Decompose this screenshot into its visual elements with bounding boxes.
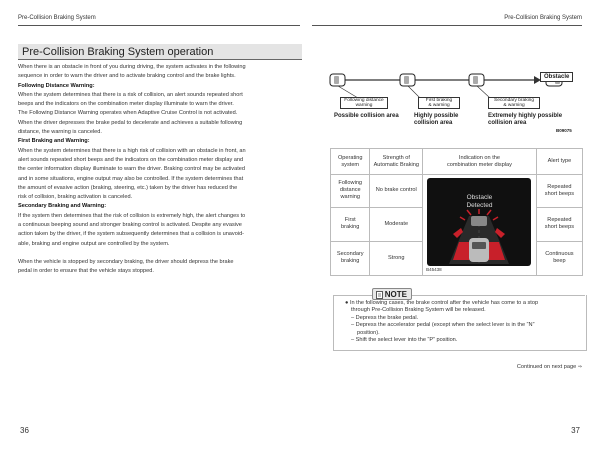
left-body-text <box>18 63 290 277</box>
bullet-icon: ● <box>345 300 350 306</box>
list-item: – Depress the accelerator pedal (except when the select lever is in the “N” <box>351 322 535 329</box>
table-cell: Repeated short beeps <box>536 207 582 241</box>
area-extremely-highly-possible: Extremely highly possible collision area <box>488 113 563 126</box>
obstacle-detected-text: Obstacle Detected <box>466 194 493 209</box>
own-vehicle-icon <box>469 238 489 262</box>
obstacle-vehicle-icon <box>471 216 487 226</box>
table-header-cell: Indication on the combination meter display <box>423 149 537 175</box>
display-code: B45438 <box>426 267 442 272</box>
table-cell: Strong <box>370 241 423 275</box>
meter-display-cell <box>423 175 537 276</box>
meter-display-graphic <box>427 178 531 266</box>
car-icon <box>469 74 484 86</box>
table-cell: Secondary braking <box>331 241 370 275</box>
table-row <box>331 175 583 208</box>
list-item: – Depress the brake pedal. <box>351 315 419 321</box>
stage-label-following: Following distance warning <box>340 97 388 109</box>
table-header-cell: Strength of Automatic Braking <box>370 149 423 175</box>
left-running-header: Pre-Collision Braking System <box>18 15 96 21</box>
braking-table <box>330 148 583 276</box>
intro-paragraph: When there is an obstacle in front of you during driving, the system activates in the following sequence in order to warn the driver and to activate braking control and the brake lights. <box>18 64 246 80</box>
section-title: Pre-Collision Braking System operation <box>18 44 302 60</box>
table-cell: Repeated short beeps <box>536 175 582 208</box>
table-header-row <box>331 149 583 175</box>
area-possible: Possible collision area <box>334 113 399 119</box>
table-cell: No brake control <box>370 175 423 208</box>
meter-display-screen <box>427 178 531 266</box>
section-heading: Secondary Braking and Warning: <box>18 203 107 210</box>
note-header: NOTE <box>372 288 412 300</box>
note-icon <box>376 291 383 298</box>
section-heading: Following Distance Warning: <box>18 82 95 89</box>
table-cell: Following distance warning <box>331 175 370 208</box>
left-header-rule <box>18 25 300 26</box>
page-number-right: 37 <box>571 426 580 435</box>
car-icon <box>400 74 415 86</box>
note-list <box>351 315 534 345</box>
table-header-cell: Operating system <box>331 149 370 175</box>
continued-note: Continued on next page ⇒ <box>516 364 582 370</box>
arrow-right-icon: ⇒ <box>577 364 582 370</box>
obstacle-label: Obstacle <box>540 72 573 82</box>
stage-label-first: First braking & warning <box>418 97 460 109</box>
list-item: – Shift the select lever into the “P” position. <box>351 337 458 344</box>
area-highly-possible: Highly possible collision area <box>414 113 459 126</box>
page-number-left: 36 <box>20 426 29 435</box>
table-header-cell: Alert type <box>536 149 582 175</box>
table-cell: Moderate <box>370 207 423 241</box>
table-cell: First braking <box>331 207 370 241</box>
stage-label-secondary: Secondary braking & warning <box>488 97 540 109</box>
right-header-rule <box>312 25 582 26</box>
closing-paragraph: When the vehicle is stopped by secondary braking, the driver should depress the brake pedal in order to ensure that the vehicle stays stopped. <box>18 258 234 275</box>
section-heading: First Braking and Warning: <box>18 138 90 145</box>
car-icon <box>330 74 345 86</box>
list-item: position). <box>357 329 380 336</box>
right-running-header: Pre-Collision Braking System <box>504 15 582 21</box>
diagram-code: B09075 <box>556 128 572 133</box>
note-bullet: ● In the following cases, the brake control after the vehicle has come to a stop through Pre-Collision Braking System will be released. <box>345 300 539 314</box>
section-first-braking: First Braking and Warning: When the system determines that there is a high risk of collision with an obstacle in front, an alert sounds repeated short beeps and the indicators on the combination meter display and the center information display illuminate to warn the driver. Braking control may be activated and in some situations, engine output may also be controlled. If the system determines that the amount of evasive action (braking, steering, etc.) taken by the driver has reduced the risk of collision, braking activation is canceled. <box>18 137 290 202</box>
section-following: Following Distance Warning: When the system determines that there is a risk of collision, an alert sounds repeated short beeps and the indicators on the combination meter display illuminate to warn the driver. The Following Distance Warning operates when Adaptive Cruise Control is not activated. When the driver depresses the brake pedal to decelerate and achieves a suitable following distance, the warning is canceled. <box>18 82 290 138</box>
table-cell: Continuous beep <box>536 241 582 275</box>
section-secondary-braking: Secondary Braking and Warning: If the system then determines that the risk of collision is extremely high, the alert changes to a continuous beeping sound and stronger braking control is activated. Despite any evasive action taken by the driver, if the system subsequently determines that a collision is unavoid- able, braking and engine output are controlled by the system. <box>18 202 290 248</box>
